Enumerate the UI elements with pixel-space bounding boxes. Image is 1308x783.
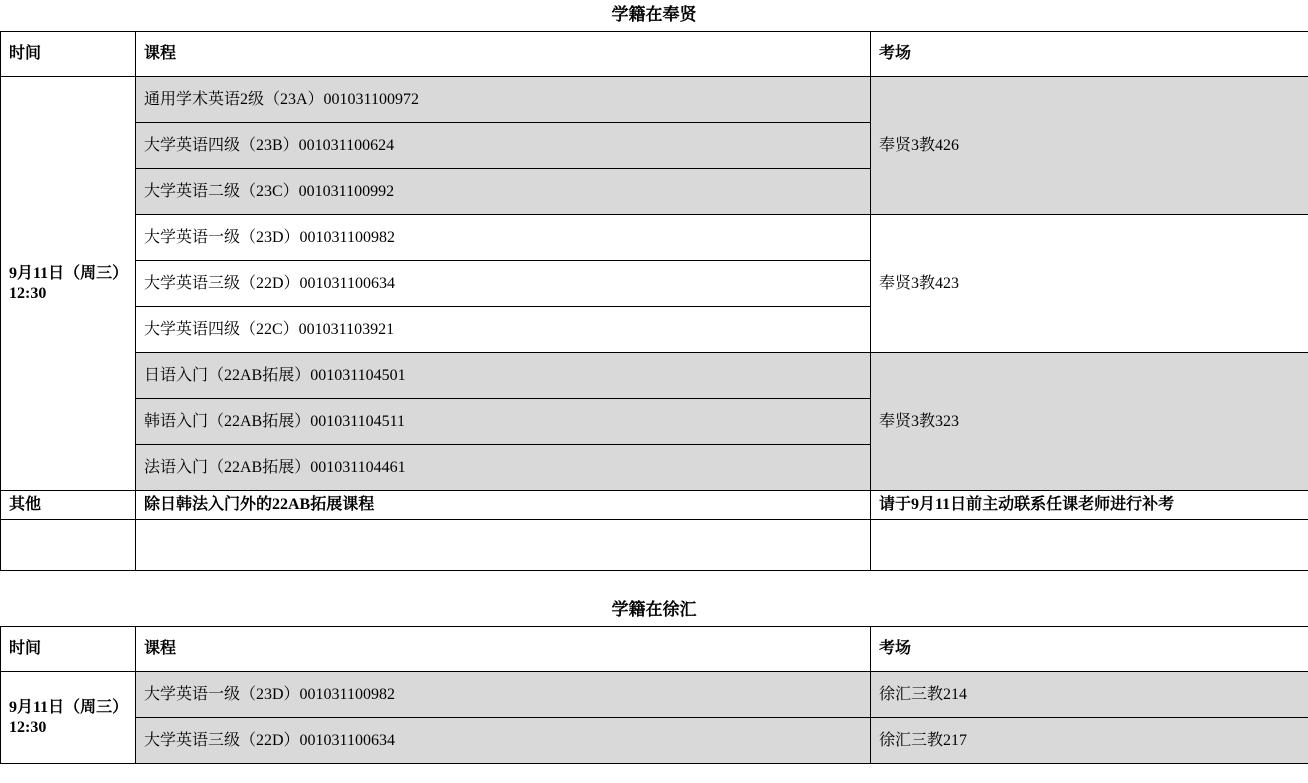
column-header-time: 时间 (1, 627, 136, 672)
table-row (1, 215, 1308, 261)
schedule-table-xuhui (0, 626, 1308, 764)
other-course-cell: 除日韩法入门外的22AB拓展课程 (136, 491, 871, 520)
table-row (1, 77, 1308, 123)
course-cell: 日语入门（22AB拓展）001031104501 (136, 353, 871, 399)
time-cell: 9月11日（周三）12:30 (1, 77, 136, 491)
empty-cell (1, 520, 136, 571)
room-cell: 奉贤3教426 (871, 77, 1308, 215)
table-header-row (1, 32, 1308, 77)
column-header-course: 课程 (136, 627, 871, 672)
table-row-other (1, 491, 1308, 520)
empty-cell (871, 520, 1308, 571)
table-row (1, 718, 1308, 764)
course-cell: 大学英语一级（23D）001031100982 (136, 672, 871, 718)
other-room-cell: 请于9月11日前主动联系任课老师进行补考 (871, 491, 1308, 520)
table-row (1, 672, 1308, 718)
course-cell: 大学英语二级（23C）001031100992 (136, 169, 871, 215)
room-cell: 徐汇三教217 (871, 718, 1308, 764)
empty-cell (136, 520, 871, 571)
course-cell: 大学英语四级（23B）001031100624 (136, 123, 871, 169)
room-cell: 徐汇三教214 (871, 672, 1308, 718)
section-gap (0, 571, 1308, 595)
other-label-cell: 其他 (1, 491, 136, 520)
course-cell: 韩语入门（22AB拓展）001031104511 (136, 399, 871, 445)
course-cell: 大学英语三级（22D）001031100634 (136, 261, 871, 307)
table-header-row (1, 627, 1308, 672)
course-cell: 大学英语四级（22C）001031103921 (136, 307, 871, 353)
course-cell: 大学英语三级（22D）001031100634 (136, 718, 871, 764)
table-row-empty (1, 520, 1308, 571)
section-title-xuhui: 学籍在徐汇 (611, 600, 697, 619)
table-row (1, 353, 1308, 399)
course-cell: 通用学术英语2级（23A）001031100972 (136, 77, 871, 123)
schedule-table-fengxian (0, 31, 1308, 571)
section-title-fengxian: 学籍在奉贤 (611, 5, 697, 24)
time-cell: 9月11日（周三）12:30 (1, 672, 136, 764)
course-cell: 大学英语一级（23D）001031100982 (136, 215, 871, 261)
room-cell: 奉贤3教423 (871, 215, 1308, 353)
column-header-room: 考场 (871, 627, 1308, 672)
course-cell: 法语入门（22AB拓展）001031104461 (136, 445, 871, 491)
column-header-time: 时间 (1, 32, 136, 77)
column-header-room: 考场 (871, 32, 1308, 77)
room-cell: 奉贤3教323 (871, 353, 1308, 491)
column-header-course: 课程 (136, 32, 871, 77)
